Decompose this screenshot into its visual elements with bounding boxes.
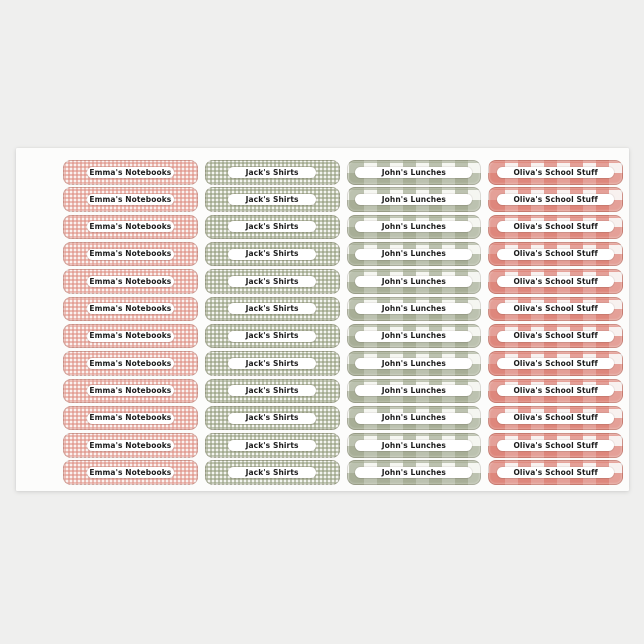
- label-text: Jack's Shirts: [245, 222, 299, 232]
- name-label: [63, 324, 198, 349]
- label-text: John's Lunches: [381, 413, 446, 423]
- label-text-pill: [87, 358, 175, 369]
- label-text: Oliva's School Stuff: [513, 413, 598, 423]
- name-label: [488, 324, 623, 349]
- name-label: [488, 215, 623, 240]
- label-text: Emma's Notebooks: [89, 249, 172, 259]
- label-text-pill: [87, 276, 175, 287]
- name-label: [205, 324, 340, 349]
- label-text: John's Lunches: [381, 304, 446, 314]
- name-label: [347, 187, 482, 212]
- label-text-pill: [497, 276, 614, 287]
- label-text: John's Lunches: [381, 222, 446, 232]
- name-label: [347, 379, 482, 404]
- name-label: [205, 460, 340, 485]
- label-text-pill: [228, 467, 316, 478]
- name-label: [63, 297, 198, 322]
- label-text-pill: [228, 331, 316, 342]
- label-text-pill: [228, 194, 316, 205]
- label-text-pill: [228, 385, 316, 396]
- label-text-pill: [497, 221, 614, 232]
- label-text-pill: [87, 467, 175, 478]
- label-text-pill: [228, 249, 316, 260]
- label-text: Jack's Shirts: [245, 194, 299, 204]
- label-text-pill: [87, 194, 175, 205]
- name-label: [488, 351, 623, 376]
- label-text-pill: [87, 385, 175, 396]
- name-label: [347, 242, 482, 267]
- name-label: [205, 215, 340, 240]
- label-text: Oliva's School Stuff: [513, 467, 598, 477]
- label-text-pill: [355, 440, 472, 451]
- label-text: Oliva's School Stuff: [513, 440, 598, 450]
- name-label: [63, 215, 198, 240]
- label-text: Oliva's School Stuff: [513, 304, 598, 314]
- label-text: Jack's Shirts: [245, 276, 299, 286]
- label-text-pill: [228, 276, 316, 287]
- label-text-pill: [497, 467, 614, 478]
- label-text: Jack's Shirts: [245, 167, 299, 177]
- label-text: Oliva's School Stuff: [513, 276, 598, 286]
- label-text-pill: [497, 413, 614, 424]
- name-label: [347, 297, 482, 322]
- name-label: [205, 187, 340, 212]
- label-text: Oliva's School Stuff: [513, 167, 598, 177]
- label-text-pill: [228, 440, 316, 451]
- label-text: John's Lunches: [381, 440, 446, 450]
- name-label: [205, 297, 340, 322]
- name-label: [488, 433, 623, 458]
- label-text-pill: [355, 467, 472, 478]
- name-label: [488, 297, 623, 322]
- label-text-pill: [228, 221, 316, 232]
- label-text-pill: [355, 413, 472, 424]
- label-text-pill: [355, 249, 472, 260]
- name-label: [205, 351, 340, 376]
- label-text-pill: [228, 358, 316, 369]
- label-text: Emma's Notebooks: [89, 194, 172, 204]
- name-label: [347, 460, 482, 485]
- label-text-pill: [355, 303, 472, 314]
- label-text-pill: [497, 358, 614, 369]
- label-text: Jack's Shirts: [245, 440, 299, 450]
- label-text: Emma's Notebooks: [89, 331, 172, 341]
- label-text: John's Lunches: [381, 331, 446, 341]
- label-text-pill: [228, 303, 316, 314]
- name-label: [347, 215, 482, 240]
- label-text: Emma's Notebooks: [89, 167, 172, 177]
- name-label: [205, 379, 340, 404]
- label-text-pill: [87, 249, 175, 260]
- name-label: [488, 242, 623, 267]
- name-label: [63, 160, 198, 185]
- name-label: [488, 460, 623, 485]
- label-text: Jack's Shirts: [245, 386, 299, 395]
- label-text-pill: [87, 440, 175, 451]
- label-text-pill: [355, 221, 472, 232]
- name-label: [63, 187, 198, 212]
- label-text: John's Lunches: [381, 467, 446, 477]
- label-text-pill: [497, 385, 614, 396]
- name-label: [205, 433, 340, 458]
- label-text: John's Lunches: [381, 249, 446, 259]
- name-label: [63, 433, 198, 458]
- label-text: Oliva's School Stuff: [513, 358, 598, 368]
- label-text: Oliva's School Stuff: [513, 249, 598, 259]
- label-text-pill: [355, 385, 472, 396]
- name-label: [63, 379, 198, 404]
- name-label: [63, 269, 198, 294]
- label-text: Jack's Shirts: [245, 249, 299, 259]
- label-text: Oliva's School Stuff: [513, 386, 598, 395]
- label-text-pill: [497, 303, 614, 314]
- label-text-pill: [497, 167, 614, 178]
- name-label: [347, 433, 482, 458]
- label-text: Jack's Shirts: [245, 331, 299, 341]
- label-sheet: [16, 148, 629, 491]
- label-text-pill: [87, 221, 175, 232]
- label-text-pill: [87, 167, 175, 178]
- label-column-2: [205, 160, 340, 485]
- label-text: John's Lunches: [381, 167, 446, 177]
- label-text-pill: [87, 413, 175, 424]
- label-text: Emma's Notebooks: [89, 276, 172, 286]
- label-text: Emma's Notebooks: [89, 413, 172, 423]
- name-label: [488, 160, 623, 185]
- label-text-pill: [228, 167, 316, 178]
- label-text: John's Lunches: [381, 276, 446, 286]
- label-text: John's Lunches: [381, 194, 446, 204]
- label-text: Oliva's School Stuff: [513, 331, 598, 341]
- name-label: [488, 269, 623, 294]
- name-label: [205, 242, 340, 267]
- name-label: [347, 160, 482, 185]
- name-label: [205, 406, 340, 431]
- label-text-pill: [497, 194, 614, 205]
- label-text-pill: [497, 440, 614, 451]
- name-label: [347, 406, 482, 431]
- name-label: [63, 406, 198, 431]
- name-label: [205, 160, 340, 185]
- label-text: Jack's Shirts: [245, 413, 299, 423]
- name-label: [63, 351, 198, 376]
- label-text: Emma's Notebooks: [89, 467, 172, 477]
- label-text: Emma's Notebooks: [89, 440, 172, 450]
- label-text: Jack's Shirts: [245, 358, 299, 368]
- label-text-pill: [228, 413, 316, 424]
- label-text: Emma's Notebooks: [89, 304, 172, 314]
- name-label: [488, 379, 623, 404]
- label-text-pill: [497, 249, 614, 260]
- name-label: [205, 269, 340, 294]
- label-grid: [63, 160, 623, 485]
- label-text: John's Lunches: [381, 358, 446, 368]
- name-label: [488, 187, 623, 212]
- label-text-pill: [87, 331, 175, 342]
- label-text: Emma's Notebooks: [89, 386, 172, 395]
- label-text: Jack's Shirts: [245, 304, 299, 314]
- label-text-pill: [355, 358, 472, 369]
- name-label: [347, 351, 482, 376]
- label-text-pill: [355, 276, 472, 287]
- label-text-pill: [355, 331, 472, 342]
- label-text: Emma's Notebooks: [89, 222, 172, 232]
- label-text-pill: [87, 303, 175, 314]
- label-column-3: [347, 160, 482, 485]
- name-label: [488, 406, 623, 431]
- label-text: Oliva's School Stuff: [513, 194, 598, 204]
- label-text: Jack's Shirts: [245, 467, 299, 477]
- label-column-1: [63, 160, 198, 485]
- name-label: [347, 269, 482, 294]
- name-label: [63, 242, 198, 267]
- label-text: John's Lunches: [381, 386, 446, 395]
- name-label: [347, 324, 482, 349]
- label-text-pill: [355, 167, 472, 178]
- label-text: Emma's Notebooks: [89, 358, 172, 368]
- label-column-4: [488, 160, 623, 485]
- name-label: [63, 460, 198, 485]
- label-text-pill: [355, 194, 472, 205]
- label-text: Oliva's School Stuff: [513, 222, 598, 232]
- label-text-pill: [497, 331, 614, 342]
